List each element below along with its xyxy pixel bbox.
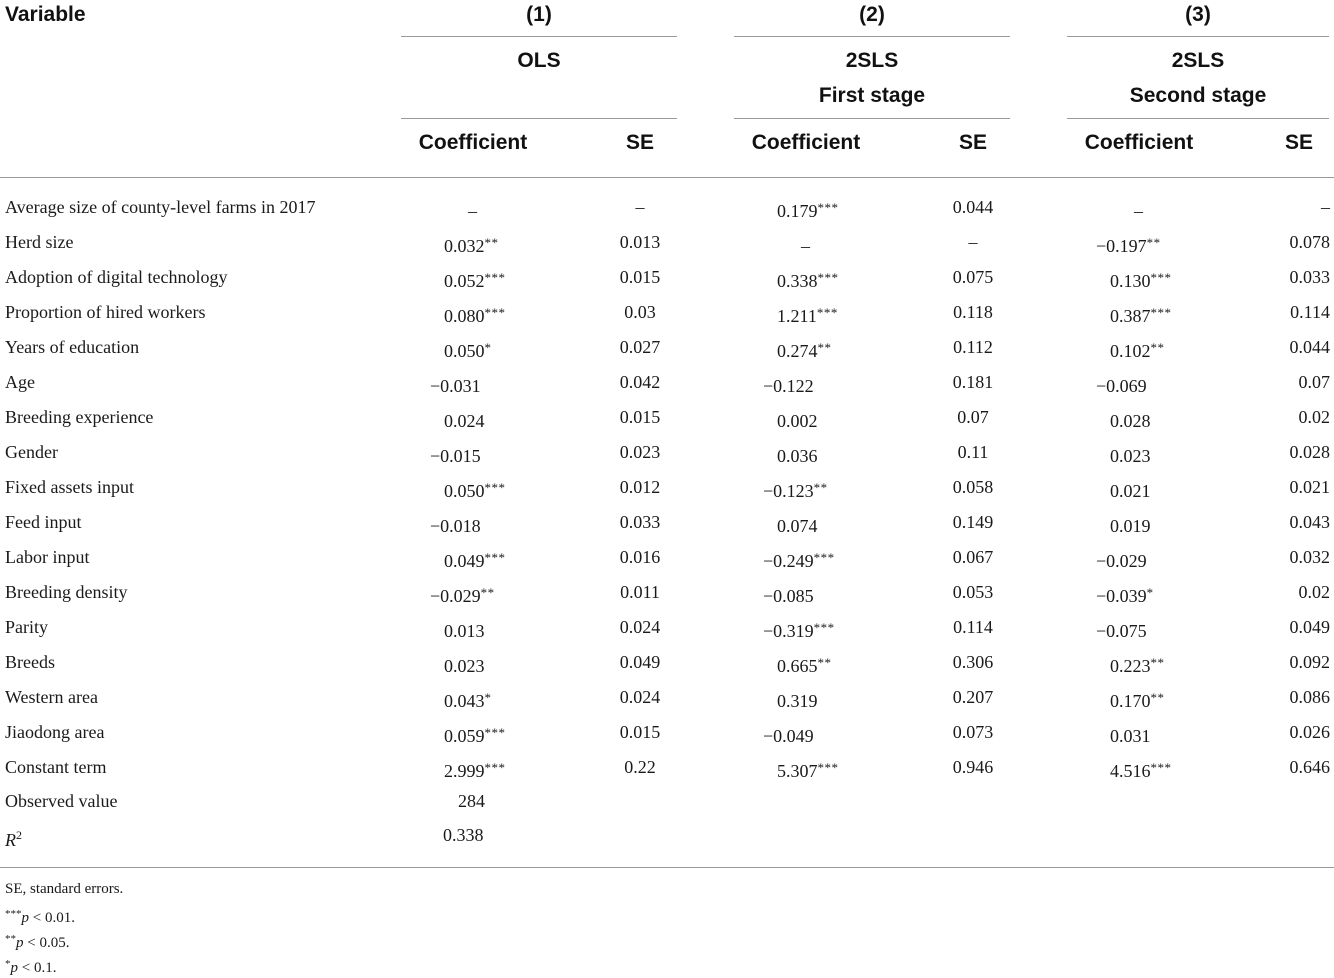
ols-coefficient: 0.013 bbox=[444, 621, 485, 641]
second-stage-se: 0.033 bbox=[1289, 267, 1330, 287]
first-stage-se: 0.207 bbox=[952, 687, 994, 707]
ols-coefficient: 2.999*** bbox=[444, 760, 506, 781]
variable-name: Proportion of hired workers bbox=[5, 302, 206, 322]
first-stage-coefficient: 5.307*** bbox=[777, 760, 839, 781]
table-row bbox=[0, 715, 1334, 750]
model-2-top-rule bbox=[734, 36, 1010, 37]
first-stage-se: 0.112 bbox=[953, 337, 993, 357]
table-row bbox=[0, 470, 1334, 505]
ols-se: 0.033 bbox=[619, 512, 661, 532]
note-p001: ***p < 0.01. bbox=[5, 908, 75, 926]
table-row bbox=[0, 225, 1334, 260]
table-row bbox=[0, 610, 1334, 645]
first-stage-coefficient: 0.319 bbox=[777, 691, 818, 711]
ols-se: 0.03 bbox=[624, 302, 656, 322]
ols-se: 0.012 bbox=[619, 477, 661, 497]
model-1-number: (1) bbox=[526, 3, 552, 26]
table-row bbox=[0, 365, 1334, 400]
ols-se: 0.042 bbox=[619, 372, 661, 392]
first-stage-se: 0.946 bbox=[952, 757, 994, 777]
second-stage-se: 0.646 bbox=[1289, 757, 1330, 777]
model-3-method: 2SLS bbox=[1171, 49, 1225, 72]
second-stage-se: 0.02 bbox=[1298, 407, 1330, 427]
note-p01: *p < 0.1. bbox=[5, 958, 57, 976]
variable-name: Years of education bbox=[5, 337, 140, 357]
ols-coefficient: – bbox=[468, 201, 477, 221]
second-stage-se: 0.026 bbox=[1289, 722, 1330, 742]
first-stage-coefficient: 0.002 bbox=[777, 411, 818, 431]
variable-name: Constant term bbox=[5, 757, 107, 777]
first-stage-se: 0.118 bbox=[953, 302, 993, 322]
observed-label: Observed value bbox=[5, 791, 118, 811]
variable-name: Feed input bbox=[5, 512, 82, 532]
model-3-mid-rule bbox=[1067, 118, 1329, 119]
model-3-coef-header: Coefficient bbox=[1084, 131, 1194, 154]
second-stage-se: 0.078 bbox=[1289, 232, 1330, 252]
variable-name: Breeding density bbox=[5, 582, 128, 602]
ols-coefficient: 0.050*** bbox=[444, 480, 506, 501]
second-stage-coefficient: 0.023 bbox=[1110, 446, 1151, 466]
table-row bbox=[0, 400, 1334, 435]
first-stage-coefficient: −0.123** bbox=[763, 480, 828, 501]
second-stage-se: 0.043 bbox=[1289, 512, 1330, 532]
second-stage-coefficient: – bbox=[1134, 201, 1143, 221]
model-3-stage: Second stage bbox=[1129, 84, 1267, 107]
ols-se: 0.024 bbox=[619, 617, 661, 637]
second-stage-coefficient: 0.031 bbox=[1110, 726, 1151, 746]
second-stage-se: 0.086 bbox=[1289, 687, 1330, 707]
model-1-coef-header: Coefficient bbox=[418, 131, 528, 154]
variable-name: Herd size bbox=[5, 232, 74, 252]
variable-name: Age bbox=[5, 372, 35, 392]
variable-name: Fixed assets input bbox=[5, 477, 134, 497]
ols-se: 0.011 bbox=[620, 582, 660, 602]
ols-se: 0.024 bbox=[619, 687, 661, 707]
second-stage-se: 0.092 bbox=[1289, 652, 1330, 672]
variable-name: Parity bbox=[5, 617, 48, 637]
first-stage-coefficient: 0.665** bbox=[777, 655, 832, 676]
second-stage-coefficient: 4.516*** bbox=[1110, 760, 1172, 781]
first-stage-se: – bbox=[968, 232, 978, 252]
second-stage-coefficient: 0.028 bbox=[1110, 411, 1151, 431]
second-stage-coefficient: 0.130*** bbox=[1110, 270, 1172, 291]
variable-name: Western area bbox=[5, 687, 98, 707]
ols-se: 0.013 bbox=[619, 232, 661, 252]
model-2-stage: First stage bbox=[818, 84, 926, 107]
ols-coefficient: 0.059*** bbox=[444, 725, 506, 746]
variable-name: Gender bbox=[5, 442, 58, 462]
r2-row bbox=[0, 818, 1334, 853]
first-stage-se: 0.044 bbox=[952, 197, 994, 217]
ols-coefficient: 0.049*** bbox=[444, 550, 506, 571]
ols-se: 0.22 bbox=[624, 757, 656, 777]
second-stage-se: 0.049 bbox=[1289, 617, 1330, 637]
ols-se: – bbox=[635, 197, 645, 217]
second-stage-coefficient: 0.170** bbox=[1110, 690, 1165, 711]
first-stage-coefficient: 0.338*** bbox=[777, 270, 839, 291]
first-stage-coefficient: −0.249*** bbox=[763, 550, 835, 571]
ols-coefficient: 0.023 bbox=[444, 656, 485, 676]
observed-value: 284 bbox=[458, 791, 485, 811]
second-stage-coefficient: 0.019 bbox=[1110, 516, 1151, 536]
model-2-coef-header: Coefficient bbox=[751, 131, 861, 154]
ols-se: 0.016 bbox=[619, 547, 661, 567]
first-stage-se: 0.053 bbox=[952, 582, 994, 602]
first-stage-se: 0.114 bbox=[953, 617, 993, 637]
second-stage-coefficient: −0.069 bbox=[1096, 376, 1147, 396]
r2-value: 0.338 bbox=[443, 825, 484, 845]
first-stage-coefficient: −0.122 bbox=[763, 376, 814, 396]
variable-name: Jiaodong area bbox=[5, 722, 105, 742]
table-row bbox=[0, 645, 1334, 680]
ols-coefficient: −0.015 bbox=[430, 446, 481, 466]
ols-coefficient: −0.018 bbox=[430, 516, 481, 536]
first-stage-coefficient: −0.085 bbox=[763, 586, 814, 606]
second-stage-se: 0.07 bbox=[1298, 372, 1330, 392]
variable-name: Breeding experience bbox=[5, 407, 154, 427]
table-bottom-rule bbox=[0, 867, 1334, 868]
model-1-se-header: SE bbox=[625, 131, 654, 154]
first-stage-se: 0.181 bbox=[952, 372, 994, 392]
second-stage-se: 0.032 bbox=[1289, 547, 1330, 567]
r2-label: $R^2$ bbox=[5, 828, 22, 850]
second-stage-coefficient: −0.029 bbox=[1096, 551, 1147, 571]
model-3-number: (3) bbox=[1185, 3, 1211, 26]
table-row bbox=[0, 295, 1334, 330]
table-row bbox=[0, 435, 1334, 470]
table-row bbox=[0, 260, 1334, 295]
variable-name: Adoption of digital technology bbox=[5, 267, 228, 287]
table-row bbox=[0, 505, 1334, 540]
second-stage-coefficient: −0.075 bbox=[1096, 621, 1147, 641]
first-stage-se: 0.306 bbox=[952, 652, 994, 672]
ols-coefficient: 0.043* bbox=[444, 690, 492, 711]
model-3-top-rule bbox=[1067, 36, 1329, 37]
second-stage-coefficient: 0.223** bbox=[1110, 655, 1165, 676]
first-stage-se: 0.073 bbox=[952, 722, 994, 742]
note-p005: **p < 0.05. bbox=[5, 933, 70, 951]
table-row bbox=[0, 750, 1334, 785]
ols-se: 0.023 bbox=[619, 442, 661, 462]
ols-coefficient: 0.052*** bbox=[444, 270, 506, 291]
ols-coefficient: −0.029** bbox=[430, 585, 495, 606]
second-stage-coefficient: −0.197** bbox=[1096, 235, 1161, 256]
second-stage-se: 0.114 bbox=[1290, 302, 1330, 322]
ols-se: 0.027 bbox=[619, 337, 661, 357]
ols-se: 0.015 bbox=[619, 267, 661, 287]
ols-se: 0.049 bbox=[619, 652, 661, 672]
note-se: SE, standard errors. bbox=[5, 881, 124, 897]
first-stage-coefficient: −0.049 bbox=[763, 726, 814, 746]
model-2-se-header: SE bbox=[958, 131, 987, 154]
variable-header: Variable bbox=[5, 3, 86, 26]
ols-coefficient: 0.024 bbox=[444, 411, 485, 431]
first-stage-se: 0.075 bbox=[952, 267, 994, 287]
model-1-method: OLS bbox=[517, 49, 561, 72]
first-stage-coefficient: 0.074 bbox=[777, 516, 818, 536]
second-stage-coefficient: −0.039* bbox=[1096, 585, 1154, 606]
variable-name: Average size of county-level farms in 2017 bbox=[5, 197, 316, 217]
first-stage-se: 0.067 bbox=[952, 547, 994, 567]
table-row bbox=[0, 330, 1334, 365]
second-stage-se: 0.044 bbox=[1289, 337, 1330, 357]
model-1-mid-rule bbox=[401, 118, 677, 119]
ols-coefficient: 0.080*** bbox=[444, 305, 506, 326]
second-stage-se: 0.028 bbox=[1289, 442, 1330, 462]
table-row bbox=[0, 540, 1334, 575]
model-2-mid-rule bbox=[734, 118, 1010, 119]
second-stage-coefficient: 0.021 bbox=[1110, 481, 1151, 501]
ols-se: 0.015 bbox=[619, 722, 661, 742]
table-row bbox=[0, 575, 1334, 610]
first-stage-coefficient: 0.036 bbox=[777, 446, 818, 466]
model-2-method: 2SLS bbox=[845, 49, 899, 72]
observed-row bbox=[0, 784, 1334, 819]
variable-name: Labor input bbox=[5, 547, 90, 567]
second-stage-se: – bbox=[1321, 197, 1330, 217]
first-stage-se: 0.07 bbox=[957, 407, 989, 427]
first-stage-coefficient: – bbox=[801, 236, 810, 256]
first-stage-se: 0.149 bbox=[952, 512, 994, 532]
variable-name: Breeds bbox=[5, 652, 55, 672]
ols-coefficient: 0.050* bbox=[444, 340, 492, 361]
second-stage-se: 0.02 bbox=[1298, 582, 1330, 602]
ols-se: 0.015 bbox=[619, 407, 661, 427]
model-3-se-header: SE bbox=[1284, 131, 1313, 154]
table-row bbox=[0, 680, 1334, 715]
ols-coefficient: 0.032** bbox=[444, 235, 499, 256]
second-stage-coefficient: 0.102** bbox=[1110, 340, 1165, 361]
first-stage-se: 0.11 bbox=[957, 442, 989, 462]
first-stage-coefficient: 0.274** bbox=[777, 340, 832, 361]
ols-coefficient: −0.031 bbox=[430, 376, 481, 396]
header-bottom-rule bbox=[0, 177, 1334, 178]
second-stage-coefficient: 0.387*** bbox=[1110, 305, 1172, 326]
first-stage-se: 0.058 bbox=[952, 477, 994, 497]
model-1-top-rule bbox=[401, 36, 677, 37]
second-stage-se: 0.021 bbox=[1289, 477, 1330, 497]
first-stage-coefficient: −0.319*** bbox=[763, 620, 835, 641]
table-row bbox=[0, 190, 1334, 225]
first-stage-coefficient: 0.179*** bbox=[777, 200, 839, 221]
model-2-number: (2) bbox=[859, 3, 885, 26]
first-stage-coefficient: 1.211*** bbox=[777, 305, 838, 326]
